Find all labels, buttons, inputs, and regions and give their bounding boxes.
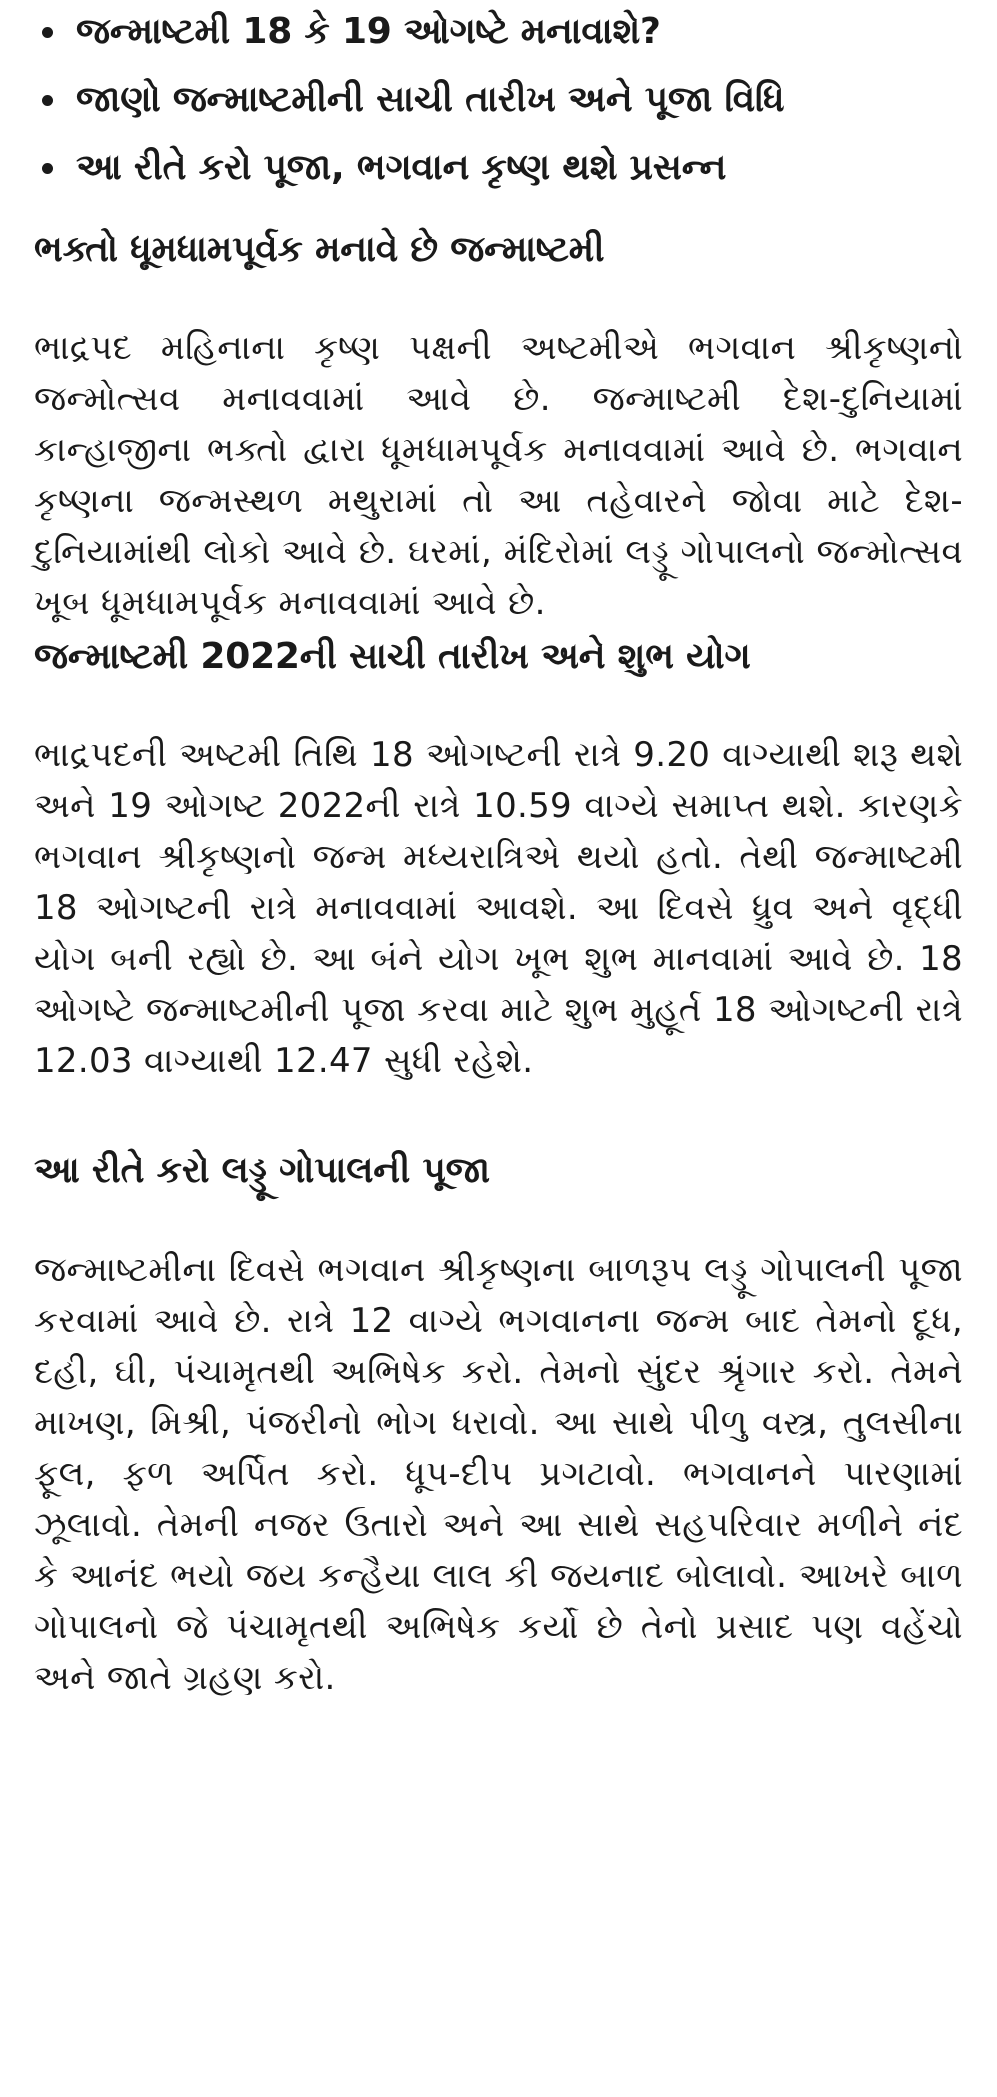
section-heading: ભક્તો ધૂમધામપૂર્વક મનાવે છે જન્માષ્ટમી [34,229,605,270]
bullet-icon [42,163,53,174]
section-heading: આ રીતે કરો લડ્ડૂ ગોપાલની પૂજા [34,1150,490,1191]
section-paragraph: ભાદ્રપદ મહિનાના કૃષ્ણ પક્ષની અષ્ટમીએ ભગવાન શ્રીકૃષ્ણનો જન્મોત્સવ મનાવવામાં આવે છે. જન્માષ્ટમી દેશ-દુનિયામાં કાન્હાજીના ભક્તો દ્વારા ધૂમધામપૂર્વક મનાવવામાં આવે છે. ભગવાન કૃષ્ણના જન્મસ્થળ મથુરામાં તો આ તહેવારને જોવા માટે દેશ-દુનિયામાંથી લોકો આવે છે. ઘરમાં, મંદિરોમાં લડ્ડૂ ગોપાલનો જન્મોત્સવ ખૂબ ધૂમધામપૂર્વક મનાવવામાં આવે છે. [34,328,963,623]
highlights-list [34,6,963,194]
highlight-text: જન્માષ્ટમી 18 કે 19 ઓગષ્ટે મનાવાશે? [76,11,661,52]
highlight-item [34,6,963,58]
section-paragraph: ભાદ્રપદની અષ્ટમી તિથિ 18 ઓગષ્ટની રાત્રે 9.20 વાગ્યાથી શરૂ થશે અને 19 ઓગષ્ટ 2022ની રાત્રે 10.59 વાગ્યે સમાપ્ત થશે. કારણકે ભગવાન શ્રીકૃષ્ણનો જન્મ મધ્યરાત્રિએ થયો હતો. તેથી જન્માષ્ટમી 18 ઓગષ્ટની રાત્રે મનાવવામાં આવશે. આ દિવસે ધ્રુવ અને વૃદ્ધી યોગ બની રહ્યો છે. આ બંને યોગ ખૂભ શુભ માનવામાં આવે છે. 18 ઓગષ્ટે જન્માષ્ટમીની પૂજા કરવા માટે શુભ મુહૂર્ત 18 ઓગષ્ટની રાત્રે 12.03 વાગ્યાથી 12.47 સુધી રહેશે. [34,735,963,1081]
bullet-icon [42,27,53,38]
highlight-text: આ રીતે કરો પૂજા, ભગવાન કૃષ્ણ થશે પ્રસન્ન [76,147,727,188]
section-paragraph: જન્માષ્ટમીના દિવસે ભગવાન શ્રીકૃષ્ણના બાળરૂપ લડ્ડૂ ગોપાલની પૂજા કરવામાં આવે છે. રાત્રે 12 વાગ્યે ભગવાનના જન્મ બાદ તેમનો દૂધ, દહી, ઘી, પંચામૃતથી અભિષેક કરો. તેમનો સુંદર શ્રૃંગાર કરો. તેમને માખણ, મિશ્રી, પંજરીનો ભોગ ધરાવો. આ સાથે પીળુ વસ્ત્ર, તુલસીના ફૂલ, ફળ અર્પિત કરો. ધૂપ-દીપ પ્રગટાવો. ભગવાનને પારણામાં ઝૂલાવો. તેમની નજર ઉતારો અને આ સાથે સહપરિવાર મળીને નંદ કે આનંદ ભયો જય કન્હૈયા લાલ કી જયનાદ બોલાવો. આખરે બાળ ગોપાલનો જે પંચામૃતથી અભિષેક કર્યો છે તેનો પ્રસાદ પણ વહેંચો અને જાતે ગ્રહણ કરો. [34,1250,963,1698]
highlight-text: જાણો જન્માષ્ટમીની સાચી તારીખ અને પૂજા વિધિ [76,79,785,120]
section-heading: જન્માષ્ટમી 2022ની સાચી તારીખ અને શુભ યોગ [34,636,751,677]
highlight-item [34,142,963,194]
bullet-icon [42,95,53,106]
highlight-item [34,74,963,126]
